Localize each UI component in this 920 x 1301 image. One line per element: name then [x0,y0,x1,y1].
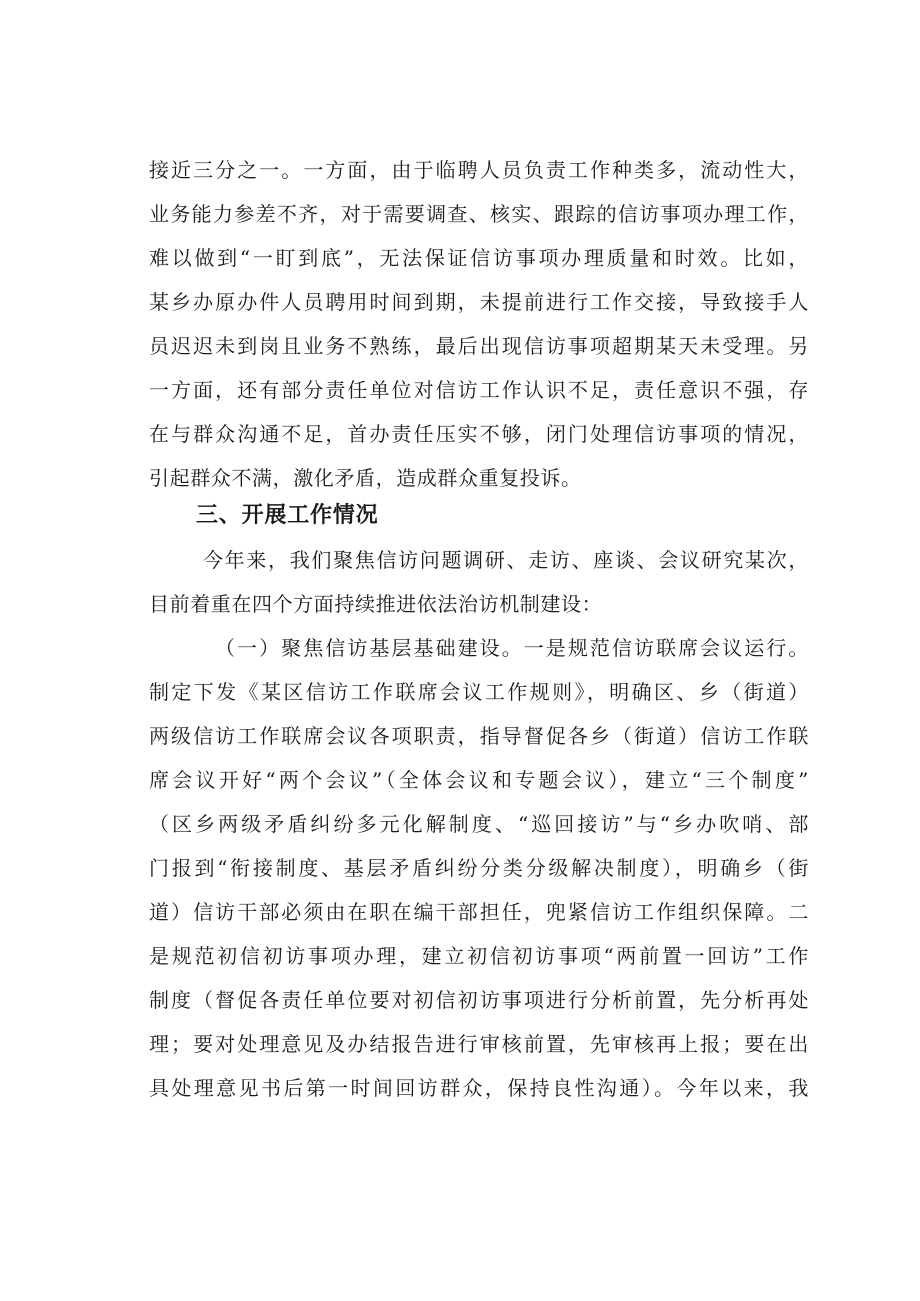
paragraph-line: 一方面，还有部分责任单位对信访工作认识不足，责任意识不强，存 [149,378,809,402]
paragraph-line: 两级信访工作联席会议各项职责，指导督促各乡（街道）信访工作联 [149,724,809,748]
paragraph-line: 业务能力参差不齐，对于需要调查、核实、跟踪的信访事项办理工作， [149,202,809,226]
paragraph-line: 门报到“衔接制度、基层矛盾纠纷分类分级解决制度），明确乡（街 [149,856,809,880]
paragraph-line: 难以做到“一盯到底”，无法保证信访事项办理质量和时效。比如， [149,246,809,270]
paragraph-line: 是规范初信初访事项办理，建立初信初访事项“两前置一回访”工作 [149,944,809,968]
paragraph-line: 制度（督促各责任单位要对初信初访事项进行分析前置，先分析再处 [149,988,809,1012]
paragraph-line: 接近三分之一。一方面，由于临聘人员负责工作种类多，流动性大， [149,158,809,182]
paragraph-line: 制定下发《某区信访工作联席会议工作规则》，明确区、乡（街道） [149,680,809,704]
paragraph-line: 道）信访干部必须由在职在编干部担任，兜紧信访工作组织保障。二 [149,900,809,924]
paragraph-line: 员迟迟未到岗且业务不熟练，最后出现信访事项超期某天未受理。另 [149,334,809,358]
paragraph-line: 目前着重在四个方面持续推进依法治访机制建设： [149,592,603,616]
paragraph-line: 在与群众沟通不足，首办责任压实不够，闭门处理信访事项的情况， [149,422,809,446]
paragraph-line: 理；要对处理意见及办结报告进行审核前置，先审核再上报；要在出 [149,1032,809,1056]
paragraph-line: 席会议开好“两个会议”（全体会议和专题会议），建立“三个制度” [149,768,809,792]
paragraph-line: 具处理意见书后第一时间回访群众，保持良性沟通）。今年以来，我 [149,1076,809,1100]
paragraph-line: 引起群众不满，激化矛盾，造成群众重复投诉。 [149,466,582,490]
paragraph-line: （一）聚焦信访基层基础建设。一是规范信访联席会议运行。 [215,636,809,660]
section-heading: 三、开展工作情况 [196,503,379,528]
paragraph-line: 某乡办原办件人员聘用时间到期，未提前进行工作交接，导致接手人 [149,290,809,314]
paragraph-line: （区乡两级矛盾纠纷多元化解制度、“巡回接访”与“乡办吹哨、部 [149,812,809,836]
paragraph-line: 今年来，我们聚焦信访问题调研、走访、座谈、会议研究某次， [203,548,809,572]
